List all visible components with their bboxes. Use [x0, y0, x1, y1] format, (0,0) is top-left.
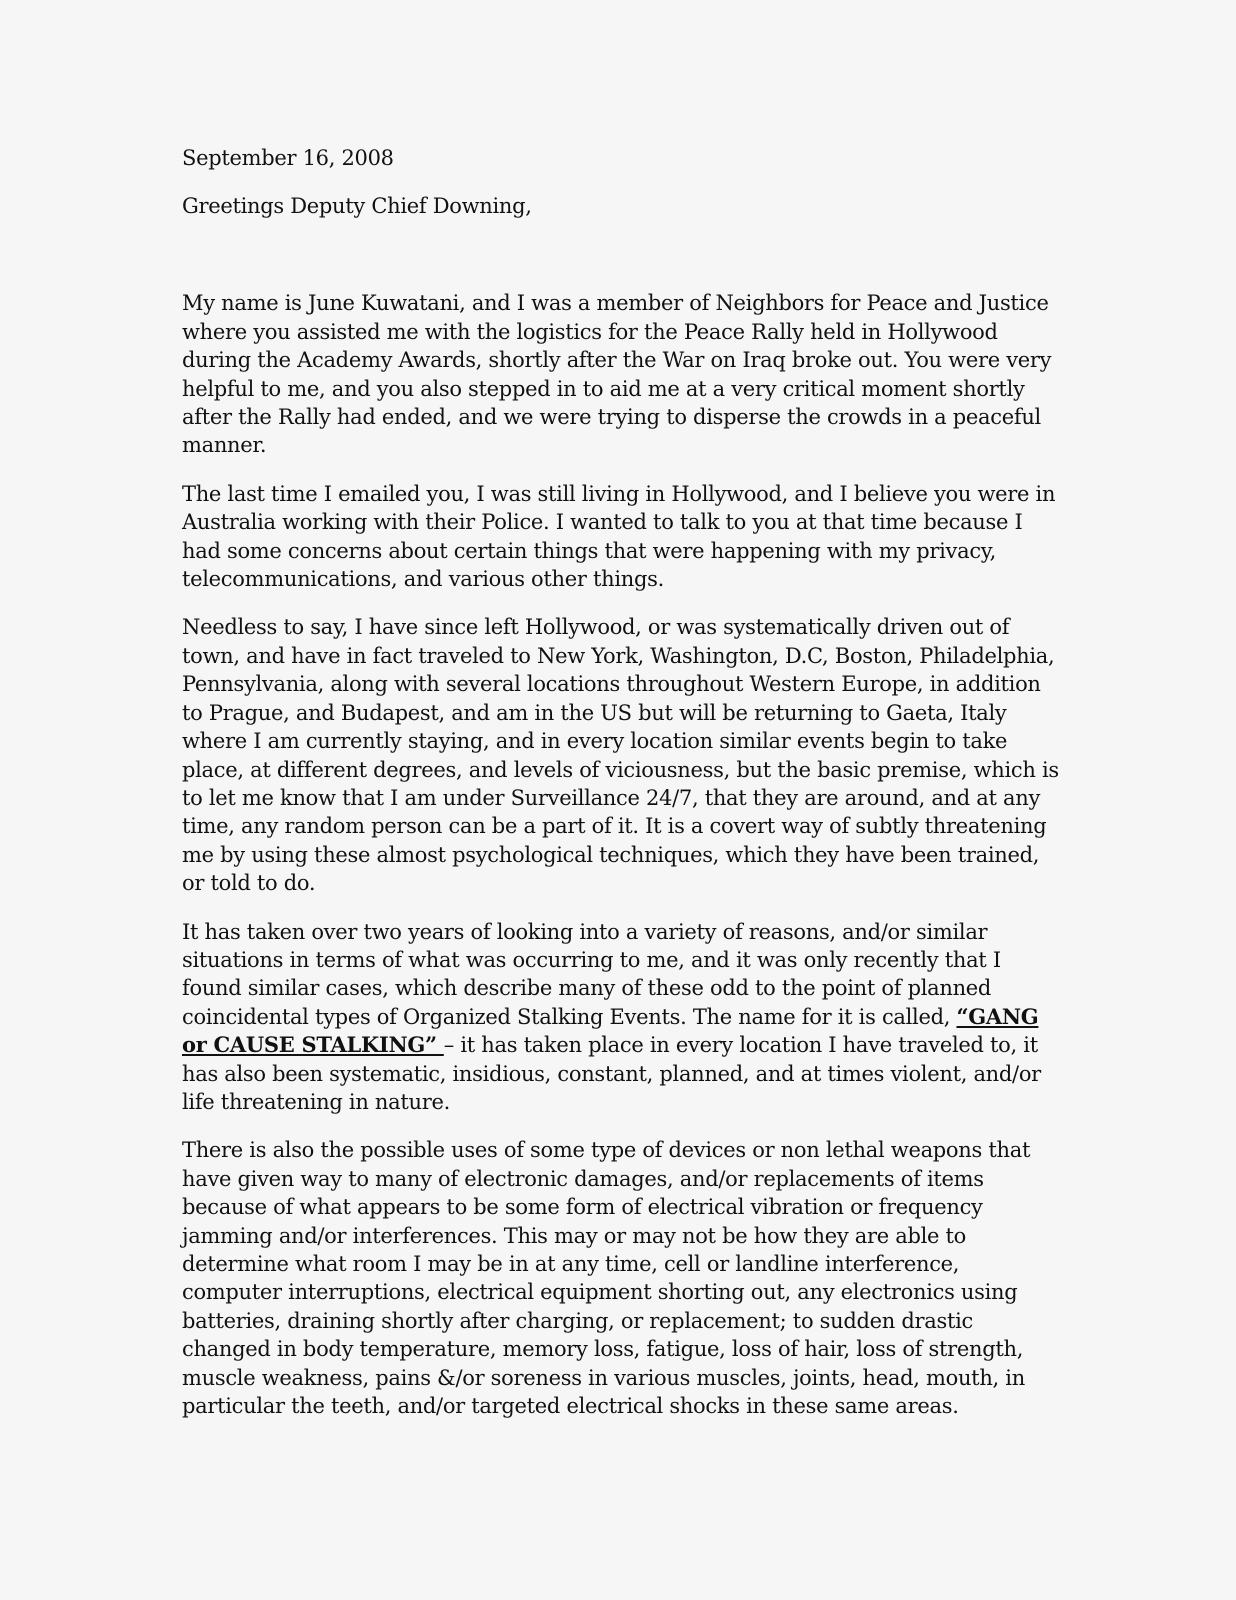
- paragraph-text: There is also the possible uses of some type of devices or non lethal weapons that have given way to many of electronic damages, and/or replacements of items because of what appears to be some form of electrical vibration or frequency jamming and/or interferences. This may or may not be how they are able to determine what room I may be in at any time, cell or landline interference, computer interruptions, electrical equipment shorting out, any electronics using batteries, draining shortly after charging, or replacement; to sudden drastic changed in body temperature, memory loss, fatigue, loss of hair, loss of strength, muscle weakness, pains &/or soreness in various muscles, joints, head, mouth, in particular the teeth, and/or targeted electrical shocks in these same areas.: [182, 1138, 1031, 1419]
- paragraph-travel: [182, 613, 1064, 897]
- letter-page: [182, 144, 1064, 1420]
- paragraph-introduction: [182, 289, 1064, 459]
- emphasized-term: “GANG or CAUSE STALKING”: [182, 1003, 1039, 1058]
- letter-greeting: Greetings Deputy Chief Downing,: [182, 194, 532, 218]
- paragraph-previous-contact: [182, 480, 1064, 594]
- paragraph-devices: [182, 1136, 1064, 1420]
- paragraph-text: My name is June Kuwatani, and I was a member of Neighbors for Peace and Justice where you assisted me with the logistics for the Peace Rally held in Hollywood during the Academy Awards, shortly after the War on Iraq broke out. You were very helpful to me, and you also stepped in to aid me at a very critical moment shortly after the Rally had ended, and we were trying to disperse the crowds in a peaceful manner.: [182, 291, 1052, 458]
- paragraph-text-before: It has taken over two years of looking into a variety of reasons, and/or similar situations in terms of what was occurring to me, and it was only recently that I found similar cases, which describe many of these odd to the point of planned coincidental types of Organized Stalking Events. The name for it is called,: [182, 919, 1001, 1029]
- paragraph-gang-stalking: [182, 918, 1064, 1117]
- paragraph-text: The last time I emailed you, I was still living in Hollywood, and I believe you were in Australia working with their Police. I wanted to talk to you at that time because I had some concerns about certain things that were happening with my privacy, telecommunications, and various other things.: [182, 481, 1056, 592]
- letter-date: September 16, 2008: [182, 146, 394, 170]
- paragraph-text: Needless to say, I have since left Hollywood, or was systematically driven out of town, and have in fact traveled to New York, Washington, D.C, Boston, Philadelphia, Pennsylvania, along with several locations throughout Western Europe, in addition to Prague, and Budapest, and am in the US but will be returning to Gaeta, Italy where I am currently staying, and in every location similar events begin to take place, at different degrees, and levels of viciousness, but the basic premise, which is to let me know that I am under Surveillance 24/7, that they are around, and at any time, any random person can be a part of it. It is a covert way of subtly threatening me by using these almost psychological techniques, which they have been trained, or told to do.: [182, 615, 1059, 896]
- paragraph-text-after: – it has taken place in every location I have traveled to, it has also been systematic, insidious, constant, planned, and at times violent, and/or life threatening in nature.: [182, 1033, 1041, 1114]
